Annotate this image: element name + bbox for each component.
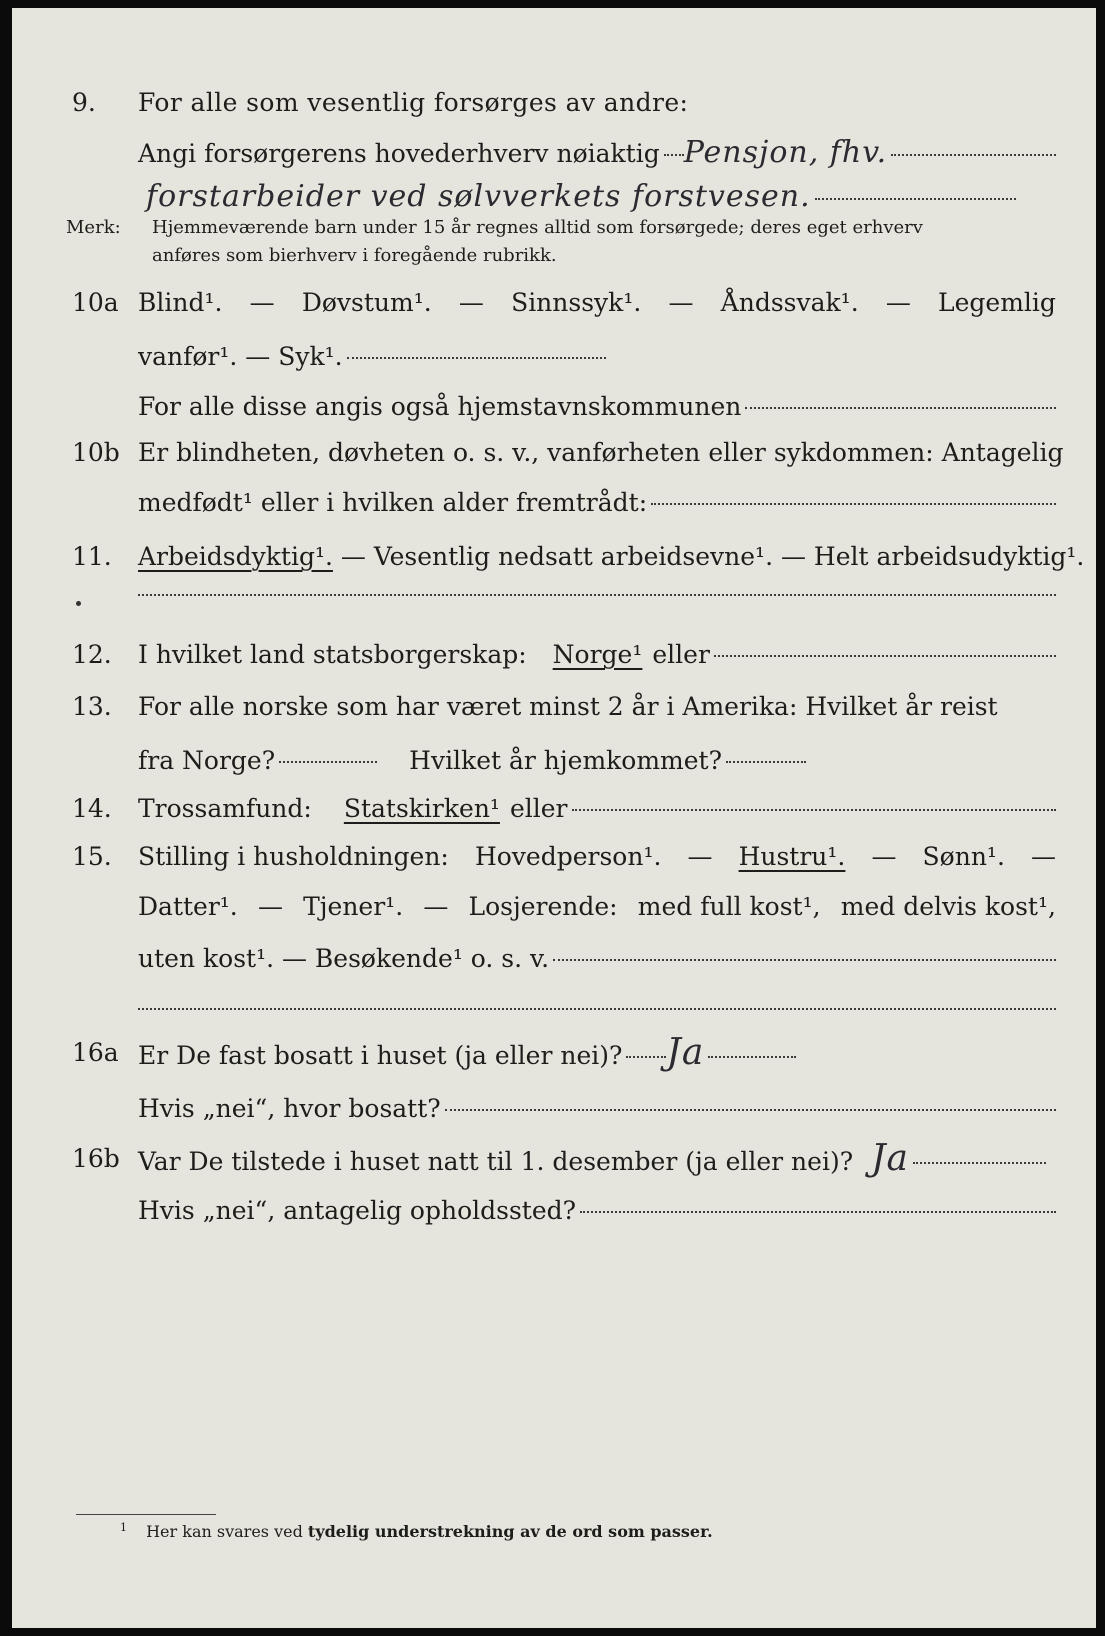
q16a-line-2: Hvis „nei“, hvor bosatt? [138, 1094, 441, 1123]
footnote-marker: 1 [120, 1521, 127, 1534]
q16a-answer[interactable]: Ja [666, 1032, 705, 1073]
dash: — [458, 288, 484, 317]
q15-opt-datter[interactable]: Datter¹. [138, 892, 238, 921]
q10b-row-2 [12, 480, 1096, 526]
q16b-answer-line [913, 1162, 1046, 1164]
q14-suffix: eller [509, 794, 568, 823]
dash: — [423, 892, 449, 921]
q10a-line-3: For alle disse angis også hjemstavnskommunen [138, 392, 742, 421]
dash: — [1030, 842, 1056, 871]
q13-hjemkommet-line[interactable] [726, 761, 806, 763]
q15-label: Stilling i husholdningen: [138, 842, 449, 871]
q9-answer-line-1 [891, 154, 1056, 156]
q10a-row-3 [12, 384, 1096, 430]
q15-row-1 [12, 834, 1096, 880]
q12-answer-line[interactable] [714, 655, 1056, 657]
stray-mark [76, 601, 81, 606]
dotted-line [664, 154, 684, 156]
q10a-opt-blind[interactable]: Blind¹. [138, 288, 223, 317]
q13-hjemkommet-label: Hvilket år hjemkommet? [409, 746, 723, 775]
q16b-line-2: Hvis „nei“, antagelig opholdssted? [138, 1196, 577, 1225]
footnote-rule [76, 1514, 216, 1515]
q15-opt-sonn[interactable]: Sønn¹. [922, 842, 1005, 871]
q9-line-1: For alle som vesentlig forsørges av andre: [138, 88, 689, 117]
q9-answer-part-2[interactable]: forstarbeider ved sølvverkets forstvesen. [146, 179, 811, 214]
q13-row-2 [12, 738, 1096, 784]
footnote [120, 1522, 713, 1541]
q14-number: 14. [72, 794, 112, 823]
q12-number: 12. [72, 640, 112, 669]
q10a-row-2 [12, 334, 1096, 380]
q10a-line-2: vanfør¹. — Syk¹. [138, 342, 343, 371]
q16b-answer[interactable]: Ja [871, 1138, 910, 1179]
footnote-text: Her kan svares ved [146, 1522, 303, 1541]
q13-line-1: For alle norske som har været minst 2 år i Amerika: Hvilket år reist [138, 692, 998, 721]
dotted-line [626, 1056, 666, 1058]
q15-row-2 [12, 884, 1096, 930]
q10a-row-1 [12, 280, 1096, 326]
dash: — [885, 288, 911, 317]
q16b-row-2 [12, 1188, 1096, 1234]
q13-reist-line[interactable] [279, 761, 377, 763]
dash: — [687, 842, 713, 871]
q12-row [12, 632, 1096, 678]
q10b-row-1 [12, 430, 1096, 476]
q16b-row-1 [12, 1136, 1096, 1182]
q16b-number: 16b [72, 1144, 120, 1173]
q10a-answer-line[interactable] [347, 357, 606, 359]
q16a-bosatt-line[interactable] [445, 1109, 1056, 1111]
q10a-number: 10a [72, 288, 119, 317]
q10b-answer-line[interactable] [651, 503, 1056, 505]
q13-reist-label: fra Norge? [138, 746, 276, 775]
q16a-answer-line [708, 1056, 796, 1058]
q14-label: Trossamfund: [138, 794, 312, 823]
q14-opt-statskirken[interactable]: Statskirken¹ [343, 794, 500, 823]
q15-row-3 [12, 936, 1096, 982]
q15-answer-line[interactable] [553, 959, 1056, 961]
q16a-row-1 [12, 1030, 1096, 1076]
q10b-line-2: medfødt¹ eller i hvilken alder fremtrådt: [138, 488, 648, 517]
merk-line-2: anføres som bierhverv i foregående rubrikk. [152, 245, 557, 266]
dash: — [871, 842, 897, 871]
q9-row-2 [12, 130, 1096, 176]
q12-label: I hvilket land statsborgerskap: [138, 640, 527, 669]
q10b-line-1: Er blindheten, døvheten o. s. v., vanførheten eller sykdommen: Antagelig [138, 438, 1064, 467]
q15-opt-full-kost[interactable]: med full kost¹, [637, 892, 821, 921]
q13-row-1 [12, 684, 1096, 730]
q10a-opt-sinnssyk[interactable]: Sinnssyk¹. [511, 288, 642, 317]
q12-suffix: eller [652, 640, 710, 669]
q9-line-2-label: Angi forsørgerens hovederhverv nøiaktig [138, 139, 660, 168]
q14-row [12, 786, 1096, 832]
q15-opt-delvis-kost[interactable]: med delvis kost¹, [840, 892, 1056, 921]
census-form-page [12, 8, 1096, 1628]
q15-answer-line-2[interactable] [138, 1008, 1056, 1010]
q10a-hjemstavn-line[interactable] [745, 407, 1056, 409]
q10a-options [138, 280, 1056, 326]
q10a-opt-legemlig[interactable]: Legemlig [938, 288, 1056, 317]
q15-number: 15. [72, 842, 112, 871]
q16b-opholdssted-line[interactable] [580, 1211, 1056, 1213]
q11-opt-arbeidsdyktig[interactable]: Arbeidsdyktig¹. [138, 542, 333, 571]
q10a-opt-dovstum[interactable]: Døvstum¹. [301, 288, 432, 317]
q15-losjerende-label: Losjerende: [468, 892, 618, 921]
q15-opt-tjener[interactable]: Tjener¹. [303, 892, 404, 921]
q13-number: 13. [72, 692, 112, 721]
q14-answer-line[interactable] [572, 809, 1057, 811]
dash: — [249, 288, 275, 317]
q11-row [12, 534, 1096, 580]
merk-line-1: Hjemmeværende barn under 15 år regnes alltid som forsørgede; deres eget erhverv [152, 217, 923, 238]
q9-row-1 [12, 80, 1096, 126]
q16b-line-1: Var De tilstede i huset natt til 1. desember (ja eller nei)? [138, 1147, 854, 1176]
q9-answer-part-1[interactable]: Pensjon, fhv. [683, 135, 888, 170]
footnote-text-bold: tydelig understrekning av de ord som passer. [307, 1522, 713, 1541]
q9-number: 9. [72, 88, 96, 117]
q16a-row-2 [12, 1086, 1096, 1132]
q15-opt-hustru[interactable]: Hustru¹. [738, 842, 846, 871]
q11-other-options: — Vesentlig nedsatt arbeidsevne¹. — Helt arbeidsudyktig¹. [332, 542, 1085, 571]
q16a-line-1: Er De fast bosatt i huset (ja eller nei)? [138, 1041, 623, 1070]
q11-number: 11. [72, 542, 112, 571]
q15-opt-hovedperson[interactable]: Hovedperson¹. [474, 842, 662, 871]
q15-line-3: uten kost¹. — Besøkende¹ o. s. v. [138, 944, 550, 973]
q10b-number: 10b [72, 438, 120, 467]
q10a-opt-andssvak[interactable]: Åndssvak¹. [720, 288, 859, 317]
dash: — [668, 288, 694, 317]
q16a-number: 16a [72, 1038, 119, 1067]
q11-answer-line[interactable] [138, 594, 1056, 596]
dash: — [257, 892, 283, 921]
q9-answer-line-2 [815, 198, 1016, 200]
q12-opt-norge[interactable]: Norge¹ [552, 640, 643, 669]
merk-label: Merk: [66, 217, 121, 238]
